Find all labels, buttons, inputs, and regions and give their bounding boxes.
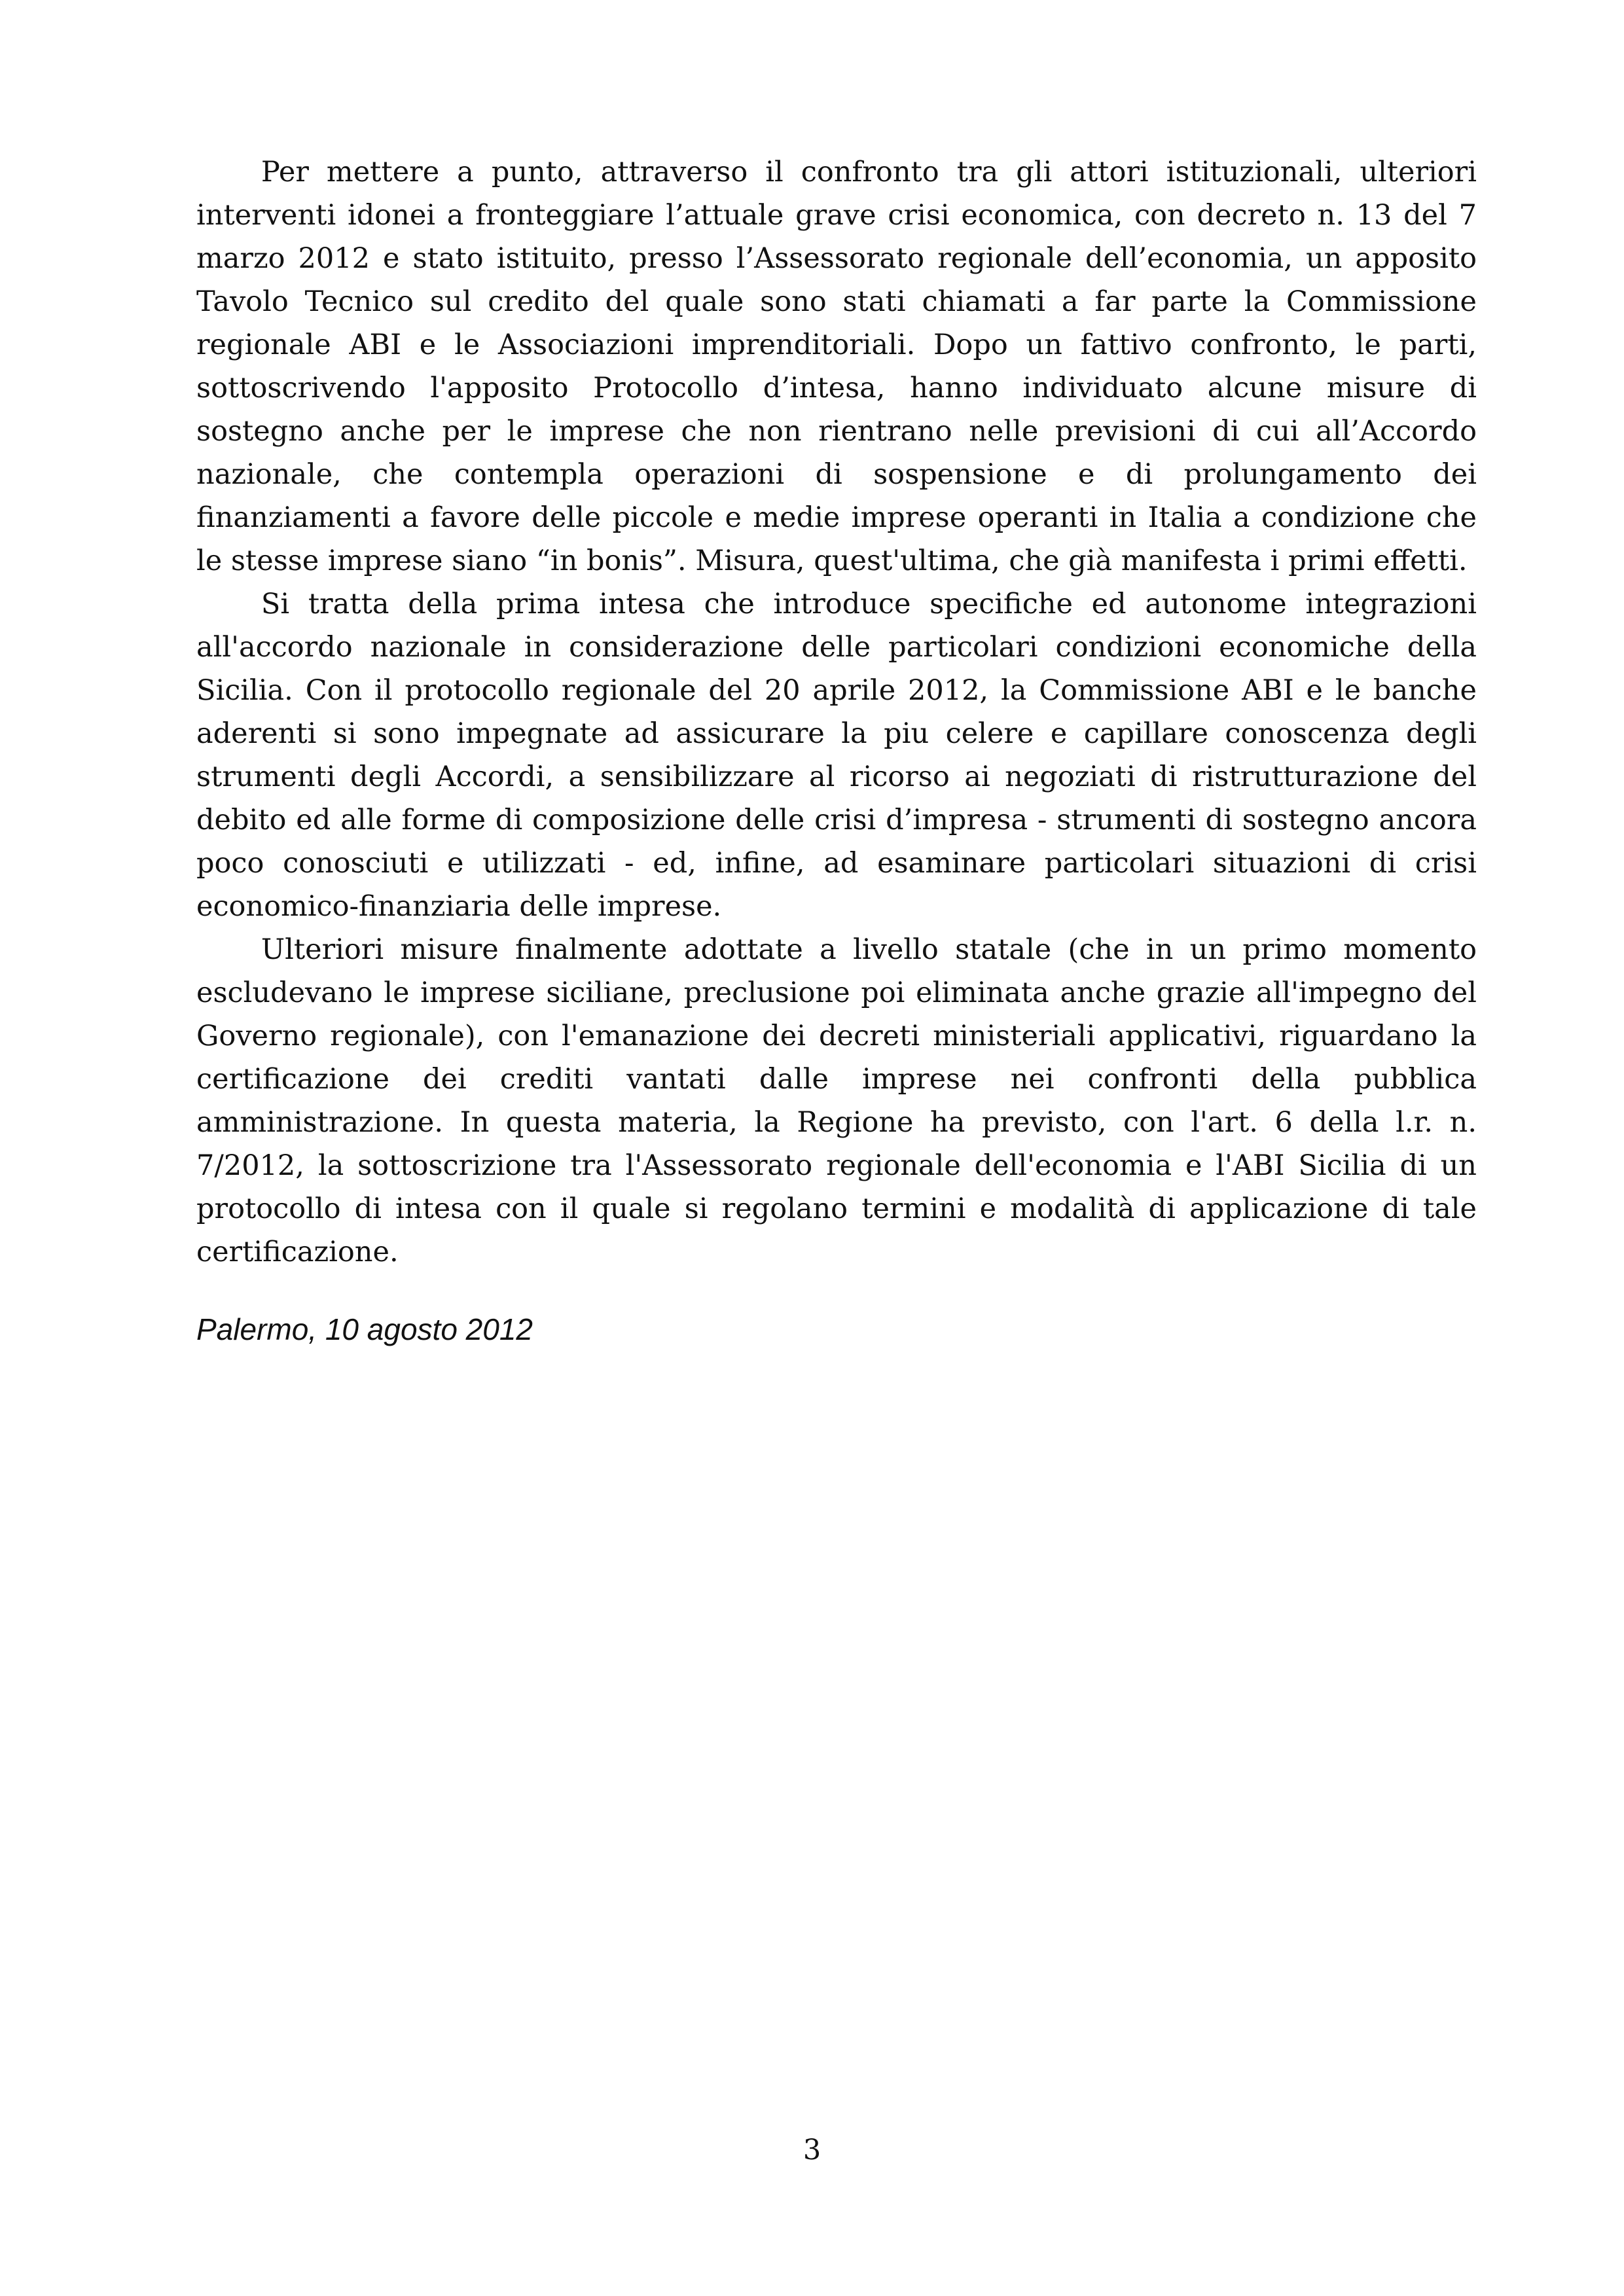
paragraph-3: Ulteriori misure finalmente adottate a livello statale (che in un primo momento escludevano le imprese siciliane, preclusione poi eliminata anche grazie all'impegno del Governo regionale), con l'emanazione dei decreti ministeriali applicativi, riguardano la certificazione dei crediti vantati dalle imprese nei confronti della pubblica amministrazione. In questa materia, la Regione ha previsto, con l'art. 6 della l.r. n. 7/2012, la sottoscrizione tra l'Assessorato regionale dell'economia e l'ABI Sicilia di un protocollo di intesa con il quale si regolano termini e modalità di applicazione di tale certificazione. (196, 933, 1477, 1268)
page-number: 3 (803, 2134, 821, 2166)
paragraph-2: Si tratta della prima intesa che introduce specifiche ed autonome integrazioni all'accordo nazionale in considerazione delle particolari condizioni economiche della Sicilia. Con il protocollo regionale del 20 aprile 2012, la Commissione ABI e le banche aderenti si sono impegnate ad assicurare la piu celere e capillare conoscenza degli strumenti degli Accordi, a sensibilizzare al ricorso ai negoziati di ristrutturazione del debito ed alle forme di composizione delle crisi d’impresa - strumenti di sostegno ancora poco conosciuti e utilizzati - ed, infine, ad esaminare particolari situazioni di crisi economico-finanziaria delle imprese. (196, 588, 1477, 923)
place-date: Palermo, 10 agosto 2012 (196, 1312, 533, 1346)
paragraph-1: Per mettere a punto, attraverso il confronto tra gli attori istituzionali, ulteriori interventi idonei a fronteggiare l’attuale grave crisi economica, con decreto n. 13 del 7 marzo 2012 e stato istituito, presso l’Assessorato regionale dell’economia, un apposito Tavolo Tecnico sul credito del quale sono stati chiamati a far parte la Commissione regionale ABI e le Associazioni imprenditoriali. Dopo un fattivo confronto, le parti, sottoscrivendo l'apposito Protocollo d’intesa, hanno individuato alcune misure di sostegno anche per le imprese che non rientrano nelle previsioni di cui all’Accordo nazionale, che contempla operazioni di sospensione e di prolungamento dei finanziamenti a favore delle piccole e medie imprese operanti in Italia a condizione che le stesse imprese siano “in bonis”. Misura, quest'ultima, che già manifesta i primi effetti. (196, 156, 1477, 577)
document-body (196, 151, 1477, 1351)
